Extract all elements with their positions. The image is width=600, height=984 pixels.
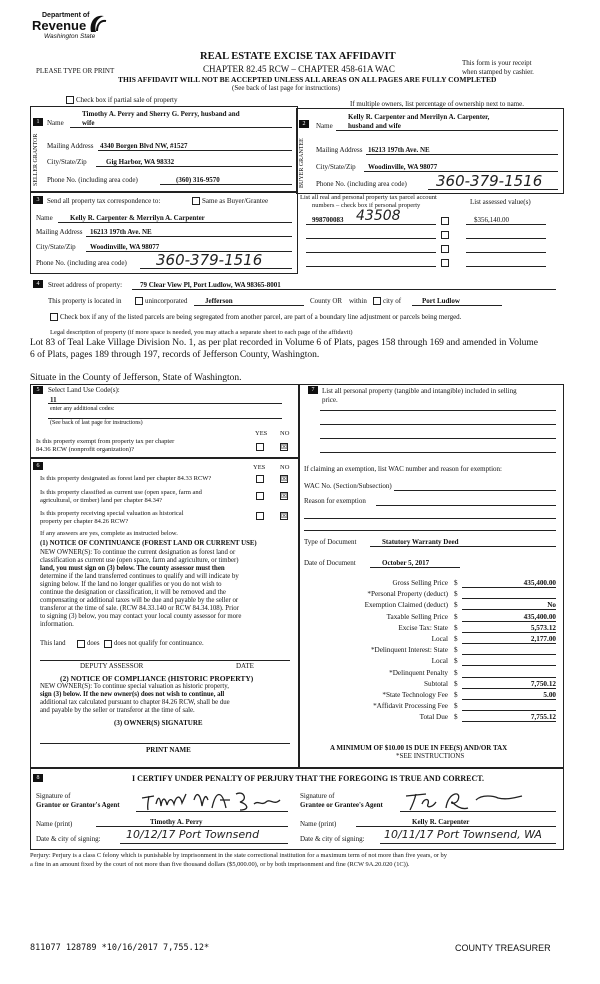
seller-name-2: wife [82, 119, 95, 127]
seller-name-label: Name [47, 119, 64, 127]
grantee-sig-label-1: Signature of [300, 792, 335, 800]
parcel-header-2: numbers – check box if personal property [312, 202, 421, 209]
revenue-logo-icon [87, 12, 107, 34]
same-as-buyer-checkbox[interactable] [192, 197, 200, 205]
fee-label: Gross Selling Price [392, 579, 448, 587]
exempt-question-1: Is this property exempt from property tax per chapter [36, 438, 175, 445]
receipt-note-1: This form is your receipt [462, 59, 532, 67]
fee-currency: $ [454, 623, 458, 632]
section-5-badge: 5 [33, 386, 43, 394]
current-use-question-1: Is this property classified as current use (open space, farm and [40, 489, 202, 496]
historic-question-1: Is this property receiving special valuation as historical [40, 510, 184, 517]
perjury-line-1: Perjury: Perjury is a class C felony which is punishable by imprisonment in the state correctional institution for a maximum term of not more than five years, or by [30, 852, 447, 859]
seller-mailing-label: Mailing Address [47, 142, 94, 150]
fee-currency: $ [454, 612, 458, 621]
buyer-name-1: Kelly R. Carpenter and Merrilyn A. Carpenter, [348, 113, 490, 121]
fee-underline [462, 587, 556, 588]
please-type: PLEASE TYPE OR PRINT [36, 67, 115, 75]
grantor-name-label: Name (print) [36, 820, 73, 828]
fee-underline [462, 632, 556, 633]
fee-value[interactable]: 7,755.12 [530, 713, 556, 722]
owner-signature-label: (3) OWNER(S) SIGNATURE [114, 719, 203, 727]
fee-underline [462, 677, 556, 678]
fee-label: Excise Tax: State [398, 623, 448, 632]
grantee-sig-label-2: Grantee or Grantee's Agent [300, 801, 383, 809]
street-label: Street address of property: [48, 281, 123, 289]
section-4-badge: 4 [33, 280, 43, 288]
seller-phone[interactable]: (360) 316-9570 [176, 176, 220, 184]
fee-value[interactable]: 5.00 [543, 691, 556, 699]
parcel-handwritten: 43508 [356, 208, 401, 224]
assessed-header: List assessed value(s) [470, 198, 531, 206]
deputy-assessor-label: DEPUTY ASSESSOR [80, 662, 144, 670]
receipt-note-2: when stamped by cashier. [462, 68, 534, 76]
fee-label: Subtotal [424, 679, 448, 688]
buyer-phone[interactable]: 360-379-1516 [436, 172, 543, 190]
does-label: does [87, 640, 100, 647]
reason-label: Reason for exemption [304, 497, 366, 505]
segregation-label: Check box if any of the listed parcels are being segregated from another parcel, are part of a boundary line adjustment or parcels being merged. [60, 313, 462, 321]
fee-currency: $ [454, 601, 458, 610]
fee-value[interactable]: 435,400.00 [523, 579, 556, 587]
form-title: REAL ESTATE EXCISE TAX AFFIDAVIT [200, 51, 396, 62]
fee-label: Local [431, 657, 448, 666]
fee-currency: $ [454, 679, 458, 688]
agency-line2: Revenue [32, 18, 87, 33]
city-name[interactable]: Port Ludlow [422, 297, 460, 305]
s6-no: NO [280, 464, 290, 471]
notice2-title: (2) NOTICE OF COMPLIANCE (HISTORIC PROPERTY) [60, 674, 254, 683]
doc-date-label: Date of Document [304, 559, 356, 567]
grantee-date-label: Date & city of signing: [300, 835, 365, 843]
tax-corr-mailing[interactable]: 16213 197th Ave. NE [90, 228, 152, 236]
legal-line-2: 6 of Plats, pages 189 through 197, records of Jefferson County, Washington. [30, 350, 320, 360]
historic-no-checkbox[interactable]: ☒ [281, 512, 288, 520]
seller-city-label: City/State/Zip [47, 158, 87, 166]
historic-question-2: property per chapter 84.26 RCW? [40, 518, 129, 525]
buyer-mailing[interactable]: 16213 197th Ave. NE [368, 146, 430, 154]
segregation-checkbox[interactable] [50, 313, 58, 321]
personal-property-checkbox-4[interactable] [441, 259, 449, 267]
legal-line-1: Lot 83 of Teal Lake Village Division No. 1, as per plat recorded in Volume 6 of Plats, pages 158 through 169 and amended in Volume [30, 338, 538, 348]
current-use-no-checkbox[interactable]: ☒ [281, 492, 288, 500]
forest-yes-checkbox[interactable] [256, 475, 264, 483]
buyer-phone-label: Phone No. (including area code) [316, 180, 407, 188]
fee-value[interactable]: 7,750.12 [530, 679, 556, 688]
doc-type-label: Type of Document [304, 538, 357, 546]
grantor-sig-label-2: Grantor or Grantor's Agent [36, 801, 120, 809]
tax-corr-phone-label: Phone No. (including area code) [36, 259, 127, 267]
exempt-no-checkbox[interactable]: ☒ [281, 443, 288, 451]
fee-currency: $ [454, 635, 458, 643]
county-treasurer-label: COUNTY TREASURER [455, 943, 551, 953]
land-use-code[interactable]: 11 [50, 396, 57, 404]
current-use-question-2: agricultural, or timber) land per chapter 84.34? [40, 497, 163, 504]
grantee-name-label: Name (print) [300, 820, 337, 828]
s6-yes: YES [253, 464, 266, 471]
personal-property-checkbox-2[interactable] [441, 231, 449, 239]
exempt-yes-checkbox[interactable] [256, 443, 264, 451]
partial-sale-label: Check box if partial sale of property [76, 96, 178, 104]
located-in-label: This property is located in [48, 297, 122, 305]
qualify-label: This land [40, 640, 66, 647]
personal-property-label-2: price. [322, 396, 338, 404]
chapter-line: CHAPTER 82.45 RCW – CHAPTER 458-61A WAC [203, 64, 395, 74]
fee-currency: $ [454, 579, 458, 587]
grantee-signature-icon [402, 786, 552, 812]
fee-label: *Affidavit Processing Fee [373, 702, 448, 711]
seller-name-1: Timothy A. Perry and Sherry G. Perry, husband and [82, 110, 240, 118]
fee-underline [462, 609, 556, 610]
fee-underline [462, 621, 556, 622]
grantor-date-city[interactable]: 10/12/17 Port Townsend [126, 828, 260, 841]
fee-label: Local [431, 635, 448, 643]
city-of-label: city of [383, 297, 402, 305]
buyer-name-label: Name [316, 122, 333, 130]
same-as-buyer-label: Same as Buyer/Grantee [202, 197, 269, 205]
current-use-yes-checkbox[interactable] [256, 492, 264, 500]
exempt-question-2: 84.36 RCW (nonprofit organization)? [36, 446, 134, 453]
agency-line1: Department of [42, 12, 90, 19]
personal-property-label-1: List all personal property (tangible and intangible) included in selling [322, 387, 517, 395]
buyer-side-label: BUYER GRANTEE [299, 138, 305, 188]
does-checkbox[interactable] [77, 640, 85, 648]
fee-value[interactable]: No [547, 601, 556, 610]
grantor-date-label: Date & city of signing: [36, 835, 101, 843]
tax-corr-phone[interactable]: 360-379-1516 [156, 251, 263, 269]
street-address[interactable]: 79 Clear View Pl, Port Ludlow, WA 98365-8001 [140, 281, 281, 289]
wac-label: WAC No. (Section/Subsection) [304, 482, 392, 490]
exemption-label: If claiming an exemption, list WAC number and reason for exemption: [304, 465, 502, 473]
fee-value[interactable]: 435,400.00 [523, 612, 556, 621]
grantor-sig-label-1: Signature of [36, 792, 71, 800]
seller-side-label: SELLER GRANTOR [33, 133, 39, 186]
personal-property-checkbox-1[interactable] [441, 217, 449, 225]
fee-value[interactable]: 5,573.12 [530, 623, 556, 632]
buyer-city-label: City/State/Zip [316, 163, 356, 171]
grantor-signature-icon [140, 786, 290, 812]
fee-underline [462, 721, 556, 722]
fee-label: Exemption Claimed (deduct) [364, 601, 448, 610]
tax-corr-mailing-label: Mailing Address [36, 228, 83, 236]
county-or-label: County OR [310, 297, 343, 305]
section-2-badge: 2 [299, 120, 309, 128]
fee-underline [462, 643, 556, 644]
does-not-checkbox[interactable] [104, 640, 112, 648]
does-not-label: does not qualify for continuance. [114, 640, 204, 647]
land-use-label: Select Land Use Code(s): [48, 386, 120, 394]
section-7-badge: 7 [308, 386, 318, 394]
unincorporated-label: unincorporated [145, 297, 188, 305]
see-back-line: (See back of last page for instructions) [232, 84, 341, 92]
partial-sale-checkbox[interactable] [66, 96, 74, 104]
section-3-badge: 3 [33, 196, 43, 204]
print-name-label: PRINT NAME [146, 746, 191, 754]
fee-currency: $ [454, 713, 458, 722]
s5-no: NO [280, 430, 290, 437]
certify-text: I CERTIFY UNDER PENALTY OF PERJURY THAT THE FOREGOING IS TRUE AND CORRECT. [132, 774, 485, 783]
agency-line3: Washington State [44, 33, 96, 40]
fee-underline [462, 665, 556, 666]
fee-label: *State Technology Fee [382, 691, 448, 699]
fee-currency: $ [454, 646, 458, 655]
seller-mailing[interactable]: 4340 Borgen Blvd NW, #1527 [100, 142, 188, 150]
within-label: within [349, 297, 367, 305]
see-instructions-note: *SEE INSTRUCTIONS [396, 752, 465, 760]
legal-label: Legal description of property (if more space is needed, you may attach a separate sheet to each page of the affidavit) [50, 329, 353, 336]
section-6-badge: 6 [33, 462, 43, 470]
parcel-header-1: List all real and personal property tax parcel account [300, 194, 437, 201]
minimum-note: A MINIMUM OF $10.00 IS DUE IN FEE(S) AND/OR TAX [330, 744, 508, 752]
fee-label: Total Due [419, 713, 448, 722]
date-label: DATE [236, 662, 254, 670]
seller-city[interactable]: Gig Harbor, WA 98332 [106, 158, 175, 166]
notice1-title: (1) NOTICE OF CONTINUANCE (FOREST LAND OR CURRENT USE) [40, 540, 257, 547]
fee-currency: $ [454, 691, 458, 699]
land-use-see-back: (See back of last page for instructions) [50, 420, 143, 426]
city-of-checkbox[interactable] [373, 297, 381, 305]
section-1-badge: 1 [33, 118, 43, 126]
cashier-stamp: 811077 128789 *10/16/2017 7,755.12* [30, 943, 210, 953]
doc-date[interactable]: October 5, 2017 [382, 559, 430, 567]
unincorporated-checkbox[interactable] [135, 297, 143, 305]
fee-currency: $ [454, 702, 458, 711]
s5-yes: YES [255, 430, 268, 437]
warning-line: THIS AFFIDAVIT WILL NOT BE ACCEPTED UNLESS ALL AREAS ON ALL PAGES ARE FULLY COMPLETED [118, 75, 497, 84]
grantee-date-city[interactable]: 10/11/17 Port Townsend, WA [384, 828, 542, 841]
tax-corr-label: Send all property tax correspondence to: [47, 197, 161, 205]
fee-underline [462, 688, 556, 689]
fee-label: Taxable Selling Price [386, 612, 448, 621]
fee-underline [462, 598, 556, 599]
forest-question: Is this property designated as forest land per chapter 84.33 RCW? [40, 475, 212, 482]
tax-corr-name-label: Name [36, 214, 53, 222]
tax-corr-city-label: City/State/Zip [36, 243, 76, 251]
county-name[interactable]: Jefferson [205, 297, 233, 305]
if-yes-note: If any answers are yes, complete as instructed below. [40, 530, 178, 537]
assessed-value[interactable]: $356,140.00 [474, 216, 509, 224]
fee-currency: $ [454, 657, 458, 666]
buyer-city[interactable]: Woodinville, WA 98077 [368, 163, 438, 171]
fee-currency: $ [454, 590, 458, 599]
fee-currency: $ [454, 668, 458, 677]
doc-type[interactable]: Statutory Warranty Deed [382, 538, 459, 546]
buyer-mailing-label: Mailing Address [316, 146, 363, 154]
fee-label: *Delinquent Penalty [389, 668, 448, 677]
fee-underline [462, 699, 556, 700]
seller-phone-label: Phone No. (including area code) [47, 176, 138, 184]
multi-owner-note: If multiple owners, list percentage of ownership next to name. [350, 100, 524, 108]
fee-underline [462, 654, 556, 655]
fee-value[interactable]: 2,177.00 [530, 635, 556, 643]
perjury-line-2: a fine in an amount fixed by the court of not more than five thousand dollars ($5,000.00), or by both imprisonment and fine (RCW 9A.20.020 (1C)). [30, 861, 410, 868]
tax-corr-city[interactable]: Woodinville, WA 98077 [90, 243, 160, 251]
fee-underline [462, 710, 556, 711]
fee-label: *Personal Property (deduct) [367, 590, 448, 599]
situate-line: Situate in the County of Jefferson, State of Washington. [30, 373, 242, 383]
section-8-badge: 8 [33, 774, 43, 782]
historic-yes-checkbox[interactable] [256, 512, 264, 520]
grantor-print-name[interactable]: Timothy A. Perry [150, 818, 203, 826]
buyer-name-2: husband and wife [348, 122, 401, 130]
tax-corr-name[interactable]: Kelly R. Carpenter & Merrilyn A. Carpenter [70, 214, 205, 222]
additional-codes-label: enter any additional codes: [50, 406, 115, 412]
parcel-number[interactable]: 998700083 [312, 216, 344, 224]
fee-label: *Delinquent Interest: State [370, 646, 448, 655]
forest-no-checkbox[interactable]: ☒ [281, 475, 288, 483]
personal-property-checkbox-3[interactable] [441, 245, 449, 253]
grantee-print-name[interactable]: Kelly R. Carpenter [412, 818, 470, 826]
